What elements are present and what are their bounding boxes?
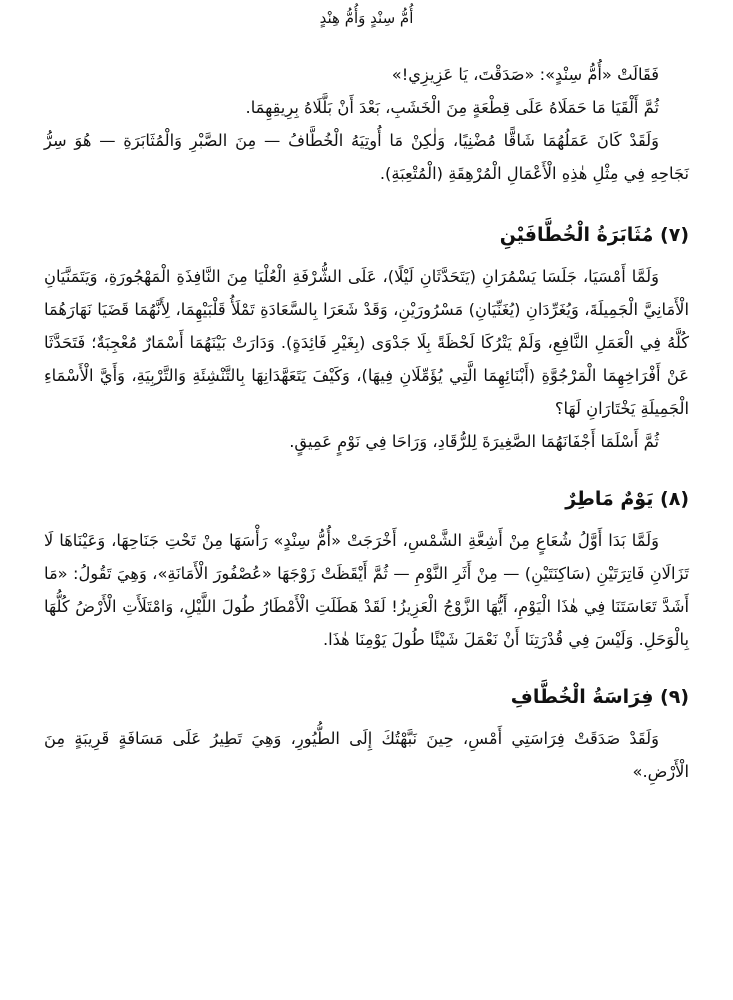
section-9-title: (٩) فِرَاسَةُ الْخُطَّافِ bbox=[510, 686, 689, 708]
section-7-paragraph-2: ثُمَّ أَسْلَمَا أَجْفَانَهُمَا الصَّغِيرَةَ لِلرُّقَادِ، وَرَاحَا فِي نَوْمٍ عَمِيقٍ. bbox=[289, 432, 659, 451]
intro-paragraph-2: ثُمَّ أَلْقَيَا مَا حَمَلَاهُ عَلَى قِطْعَةٍ مِنَ الْخَشَبِ، بَعْدَ أَنْ بَلَّلَاهُ بِرِيقِهِمَا. bbox=[245, 98, 659, 117]
section-9-paragraph-1: وَلَقَدْ صَدَقَتْ فِرَاسَتِي أَمْسِ، حِينَ نَبَّهْتُكَ إِلَى الطُّيُورِ، وَهِيَ تَطِيرُ عَلَى مَسَافَةٍ قَرِيبَةٍ مِنَ الْأَرْضِ.» bbox=[44, 729, 689, 781]
intro-block bbox=[44, 58, 689, 190]
section-7-paragraph-1: وَلَمَّا أَمْسَيَا، جَلَسَا يَسْمُرَانِ (يَتَحَدَّثَانِ لَيْلًا)، عَلَى الشُّرْفَةِ الْعُلْيَا مِنَ النَّافِذَةِ الْمَهْجُورَةِ، وَيَتَمَنَّيَانِ الْأَمَانِيَّ الْجَمِيلَةَ، وَيُغَرِّدَانِ (يُغَنِّيَانِ) مَسْرُورَيْنِ، وَقَدْ شَعَرَا بِالسَّعَادَةِ تَمْلَأُ قَلْبَيْهِمَا، لِأَنَّهُمَا قَضَيَا نَهَارَهُمَا كُلَّهُ فِي الْعَمَلِ النَّافِعِ، وَلَمْ يَتْرُكَا لَحْظَةً بِلَا جَدْوَى (بِغَيْرِ فَائِدَةٍ). وَدَارَتْ بَيْنَهُمَا أَسْمَارٌ مُعْجِبَةٌ؛ فَتَحَدَّثَا عَنْ أَفْرَاخِهِمَا الْمَرْجُوَّةِ (أَبْنَائِهِمَا الَّتِي يُؤَمِّلَانِ فِيهَا)، وَكَيْفَ يَتَعَهَّدَانِهَا بِالتَّنْشِئَةِ وَالتَّرْبِيَةِ، وَأَيَّ الْأَسْمَاءِ الْجَمِيلَةِ يَخْتَارَانِ لَهَا؟ bbox=[44, 267, 689, 418]
intro-paragraph-3: وَلَقَدْ كَانَ عَمَلُهُمَا شَاقًّا مُضْنِيًا، وَلٰكِنْ مَا أُوتِيَهُ الْخُطَّافُ — مِنَ الصَّبْرِ وَالْمُثَابَرَةِ — هُوَ سِرُّ نَجَاحِهِ فِي مِثْلِ هٰذِهِ الْأَعْمَالِ الْمُرْهِقَةِ (الْمُتْعِبَةِ). bbox=[44, 131, 689, 183]
section-7-title: (٧) مُثَابَرَةُ الْخُطَّافَيْنِ bbox=[499, 224, 689, 246]
section-8-title: (٨) يَوْمٌ مَاطِرٌ bbox=[565, 488, 689, 510]
section-8-paragraph-1: وَلَمَّا بَدَا أَوَّلُ شُعَاعٍ مِنْ أَشِعَّةِ الشَّمْسِ، أَخْرَجَتْ «أُمُّ سِنْدٍ» رَأْسَهَا مِنْ تَحْتِ جَنَاحِهَا، وَعَيْنَاهَا لَا تَزَالَانِ فَاتِرَتَيْنِ (سَاكِنَتَيْنِ) — مِنْ أَثَرِ النَّوْمِ — ثُمَّ أَيْقَظَتْ زَوْجَهَا «عُصْفُورَ الْأَمَانَةِ»، وَهِيَ تَقُولُ: «مَا أَشَدَّ تَعَاسَتَنَا فِي هٰذَا الْيَوْمِ، أَيُّهَا الزَّوْجُ الْعَزِيزُ! لَقَدْ هَطَلَتِ الْأَمْطَارُ طُولَ اللَّيْلِ، وَامْتَلَأَتِ الْأَرْضُ كُلُّهَا بِالْوَحَلِ. وَلَيْسَ فِي قُدْرَتِنَا أَنْ نَعْمَلَ شَيْئًا طُولَ يَوْمِنَا هٰذَا. bbox=[44, 531, 689, 649]
book-page bbox=[44, 0, 689, 1000]
intro-paragraph-1: فَقَالَتْ «أُمُّ سِنْدٍ»: «صَدَقْتَ، يَا عَزِيزِي!» bbox=[391, 65, 659, 84]
running-header: أُمُّ سِنْدٍ وَأُمُّ هِنْدٍ bbox=[319, 9, 414, 27]
